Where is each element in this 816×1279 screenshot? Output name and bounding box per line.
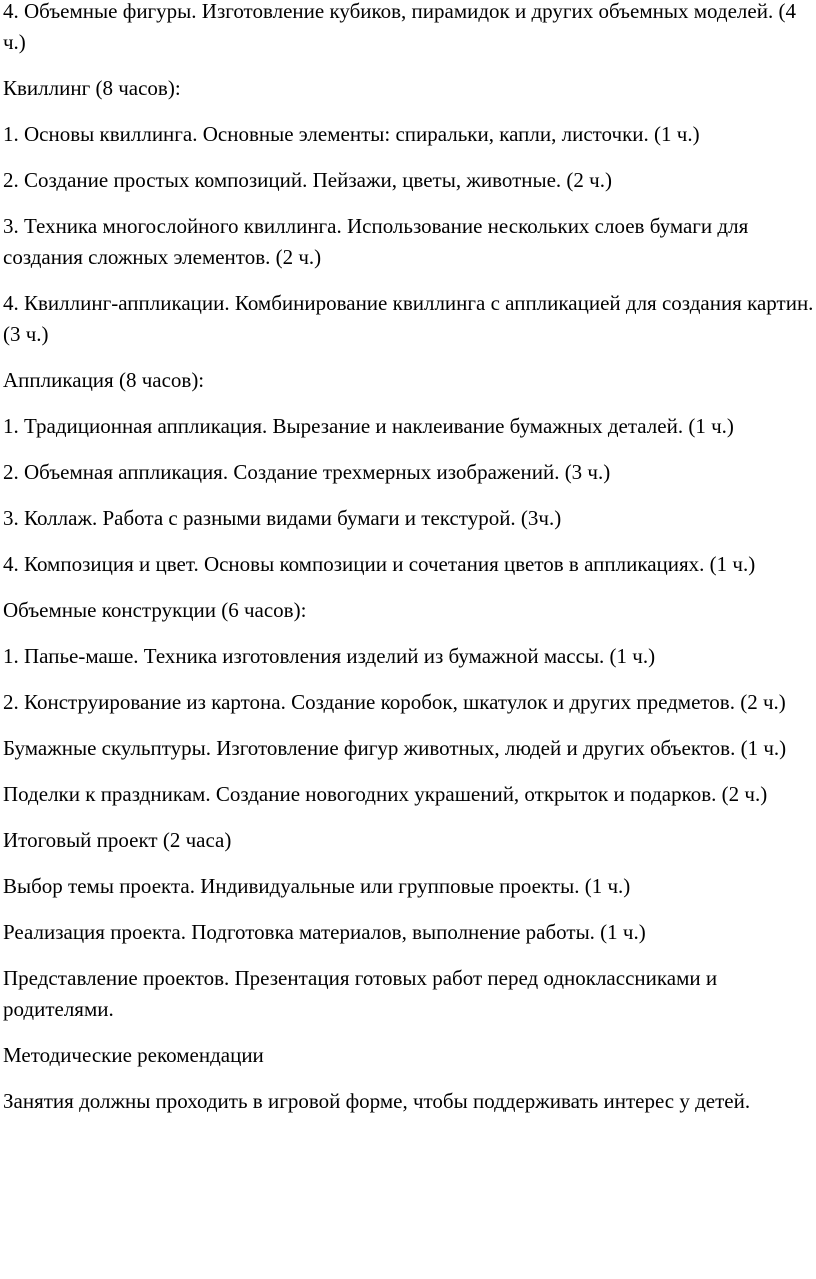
- paragraph-traditional-applique: 1. Традиционная аппликация. Вырезание и наклеивание бумажных деталей. (1 ч.): [3, 414, 734, 438]
- paragraph-composition-color: 4. Композиция и цвет. Основы композиции и сочетания цветов в аппликациях. (1 ч.): [3, 552, 756, 576]
- paragraph-quilling-applique: 4. Квиллинг-аппликации. Комбинирование квиллинга с аппликацией для создания картин. (3 ч.): [3, 291, 814, 346]
- section-heading-constructions: Объемные конструкции (6 часов):: [3, 598, 307, 622]
- paragraph-quilling-basics: 1. Основы квиллинга. Основные элементы: спиральки, капли, листочки. (1 ч.): [3, 122, 700, 146]
- section-heading-applique: Аппликация (8 часов):: [3, 368, 205, 392]
- section-heading-guidelines: Методические рекомендации: [3, 1043, 264, 1067]
- paragraph-collage: 3. Коллаж. Работа с разными видами бумаги и текстурой. (3ч.): [3, 506, 562, 530]
- paragraph-multilayer-quilling: 3. Техника многослойного квиллинга. Использование нескольких слоев бумаги для создания сложных элементов. (2 ч.): [3, 214, 749, 269]
- paragraph-holiday-crafts: Поделки к праздникам. Создание новогодних украшений, открыток и подарков. (2 ч.): [3, 782, 768, 806]
- paragraph-project-implementation: Реализация проекта. Подготовка материалов, выполнение работы. (1 ч.): [3, 920, 646, 944]
- section-heading-quilling: Квиллинг (8 часов):: [3, 76, 181, 100]
- paragraph-volumetric-figures: 4. Объемные фигуры. Изготовление кубиков, пирамидок и других объемных моделей. (4 ч.): [3, 0, 796, 54]
- paragraph-volumetric-applique: 2. Объемная аппликация. Создание трехмерных изображений. (3 ч.): [3, 460, 611, 484]
- paragraph-cardboard: 2. Конструирование из картона. Создание коробок, шкатулок и других предметов. (2 ч.): [3, 690, 786, 714]
- paragraph-papier-mache: 1. Папье-маше. Техника изготовления изделий из бумажной массы. (1 ч.): [3, 644, 656, 668]
- paragraph-game-form: Занятия должны проходить в игровой форме, чтобы поддерживать интерес у детей.: [3, 1089, 751, 1113]
- section-heading-final-project: Итоговый проект (2 часа): [3, 828, 232, 852]
- paragraph-topic-choice: Выбор темы проекта. Индивидуальные или групповые проекты. (1 ч.): [3, 874, 631, 898]
- paragraph-simple-compositions: 2. Создание простых композиций. Пейзажи, цветы, животные. (2 ч.): [3, 168, 612, 192]
- paragraph-project-presentation: Представление проектов. Презентация готовых работ перед одноклассниками и родителями.: [3, 966, 718, 1021]
- paragraph-paper-sculptures: Бумажные скульптуры. Изготовление фигур животных, людей и других объектов. (1 ч.): [3, 736, 787, 760]
